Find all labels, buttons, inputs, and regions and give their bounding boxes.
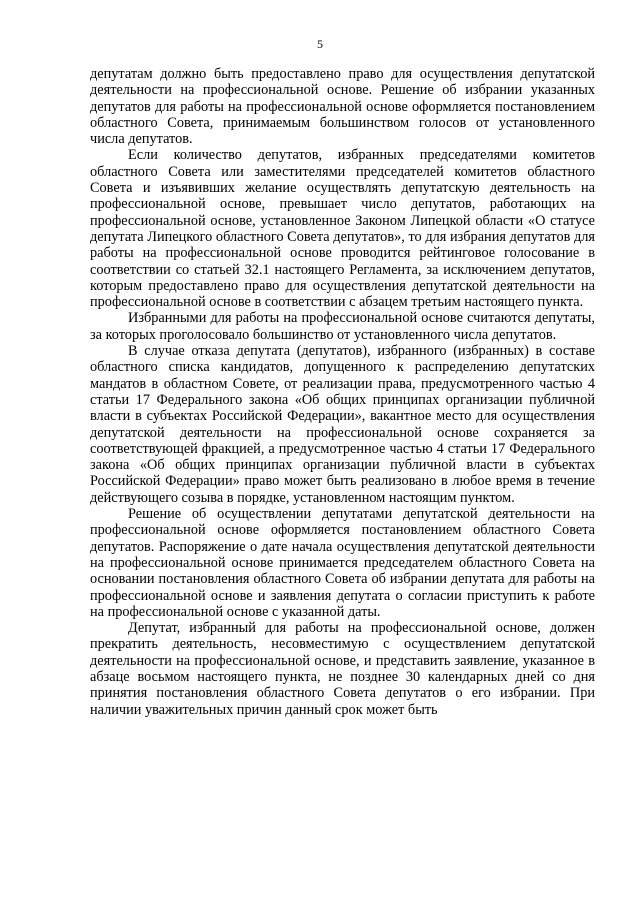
page-number: 5 xyxy=(317,37,323,51)
document-body xyxy=(90,66,595,718)
paragraph: Избранными для работы на профессиональной основе считаются депутаты, за которых проголосовало большинство от установленного числа депутатов. xyxy=(90,310,595,343)
paragraph: В случае отказа депутата (депутатов), избранного (избранных) в составе областного списка кандидатов, допущенного к распределению депутатских мандатов в областном Совете, от реализации права, предусмотренного частью 4 статьи 17 Федерального закона «Об общих принципах организации публичной власти в субъектах Российской Федерации», вакантное место для осуществления депутатской деятельности на профессиональной основе сохраняется за соответствующей фракцией, а предусмотренное частью 4 статьи 17 Федерального закона «Об общих принципах организации публичной власти в субъектах Российской Федерации» право может быть реализовано в любое время в течение действующего созыва в порядке, установленном настоящим пунктом. xyxy=(90,343,595,506)
paragraph: Решение об осуществлении депутатами депутатской деятельности на профессиональной основе оформляется постановлением областного Совета депутатов. Распоряжение о дате начала осуществления депутатской деятельности на профессиональной основе принимается председателем областного Совета на основании постановления областного Совета об избрании депутата для работы на профессиональной основе и заявления депутата о согласии приступить к работе на профессиональной основе с указанной даты. xyxy=(90,506,595,620)
paragraph: Если количество депутатов, избранных председателями комитетов областного Совета или заместителями председателей комитетов областного Совета и изъявивших желание осуществлять депутатскую деятельность на профессиональной основе, превышает число депутатов, работающих на профессиональной основе, установленное Законом Липецкой области «О статусе депутата Липецкого областного Совета депутатов», то для избрания депутатов для работы на профессиональной основе проводится рейтинговое голосование в соответствии со статьей 32.1 настоящего Регламента, за исключением депутатов, которым предоставлено право для осуществления депутатской деятельности на профессиональной основе в соответствии с абзацем третьим настоящего пункта. xyxy=(90,147,595,311)
paragraph-continuation: депутатам должно быть предоставлено право для осуществления депутатской деятельности на профессиональной основе. Решение об избрании указанных депутатов для работы на профессиональной основе оформляется постановлением областного Совета, принимаемым большинством голосов от установленного числа депутатов. xyxy=(90,66,595,148)
paragraph: Депутат, избранный для работы на профессиональной основе, должен прекратить деятельность, несовместимую с осуществлением депутатской деятельности на профессиональной основе, и представить заявление, указанное в абзаце восьмом настоящего пункта, не позднее 30 календарных дней со дня принятия постановления областного Совета депутатов о его избрании. При наличии уважительных причин данный срок может быть xyxy=(90,620,595,718)
